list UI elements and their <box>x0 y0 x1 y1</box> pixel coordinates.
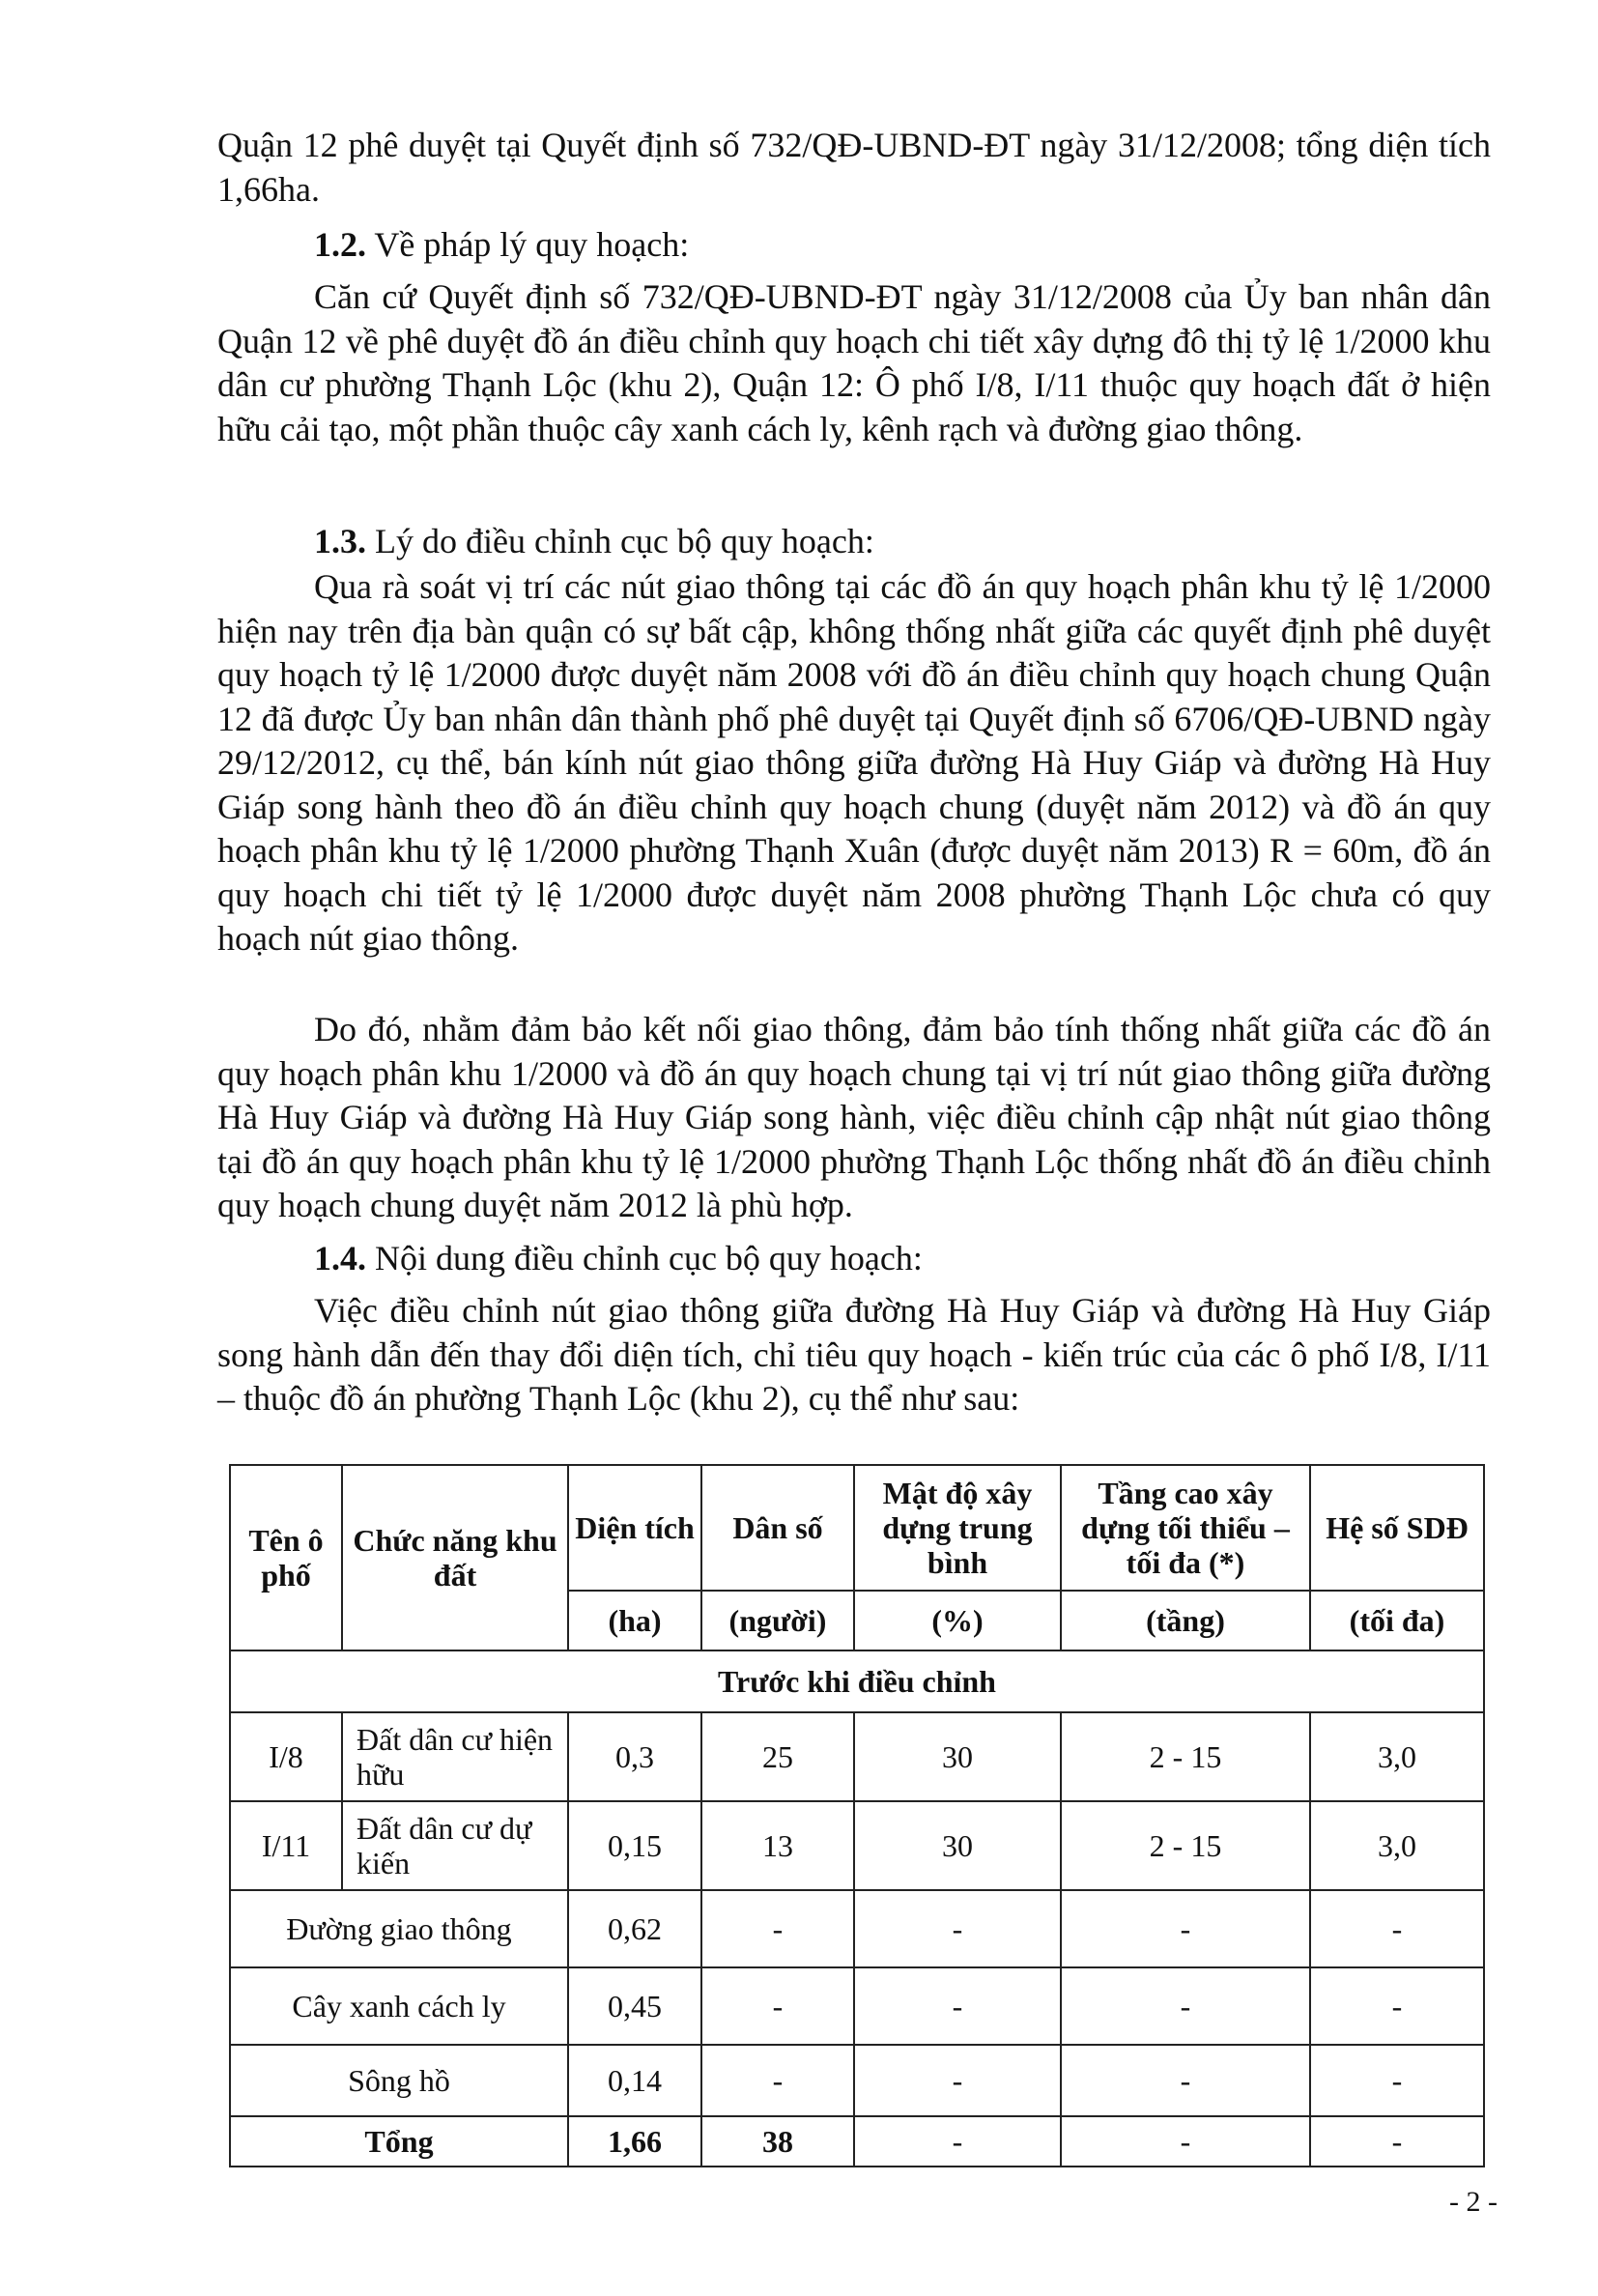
cell-tang-cao: - <box>1061 2116 1310 2167</box>
unit-tang-cao: (tầng) <box>1061 1591 1310 1650</box>
cell-chuc-nang: Đất dân cư hiện hữu <box>342 1712 568 1801</box>
cell-dien-tich: 0,3 <box>568 1712 701 1801</box>
cell-mat-do: - <box>854 2116 1061 2167</box>
cell-he-so: - <box>1310 2045 1484 2116</box>
cell-he-so: 3,0 <box>1310 1712 1484 1801</box>
cell-he-so: - <box>1310 1967 1484 2045</box>
cell-tang-cao: - <box>1061 1967 1310 2045</box>
unit-dien-tich: (ha) <box>568 1591 701 1650</box>
cell-total-label: Tổng <box>230 2116 568 2167</box>
header-ten-o-pho: Tên ô phố <box>230 1465 342 1650</box>
heading-1-3 <box>314 520 874 563</box>
cell-dien-tich: 0,45 <box>568 1967 701 2045</box>
header-chuc-nang: Chức năng khu đất <box>342 1465 568 1650</box>
cell-he-so: - <box>1310 1890 1484 1967</box>
heading-1-4-number: 1.4. <box>314 1239 366 1277</box>
cell-dien-tich: 0,62 <box>568 1890 701 1967</box>
table-header-row <box>230 1465 1484 1591</box>
unit-dan-so: (người) <box>701 1591 854 1650</box>
heading-1-2-text: Về pháp lý quy hoạch: <box>366 225 690 264</box>
cell-mat-do: - <box>854 2045 1061 2116</box>
heading-1-2-number: 1.2. <box>314 225 366 264</box>
cell-label: Sông hồ <box>230 2045 568 2116</box>
cell-mat-do: - <box>854 1890 1061 1967</box>
cell-tang-cao: 2 - 15 <box>1061 1801 1310 1890</box>
cell-dan-so: - <box>701 2045 854 2116</box>
cell-he-so: 3,0 <box>1310 1801 1484 1890</box>
cell-tang-cao: - <box>1061 2045 1310 2116</box>
table-row <box>230 1801 1484 1890</box>
unit-mat-do: (%) <box>854 1591 1061 1650</box>
cell-label: Đường giao thông <box>230 1890 568 1967</box>
table-row <box>230 1890 1484 1967</box>
paragraph-reason-b: Do đó, nhằm đảm bảo kết nối giao thông, đảm bảo tính thống nhất giữa các đồ án quy hoạch phân khu 1/2000 và đồ án quy hoạch chung tại vị trí nút giao thông giữa đường Hà Huy Giáp và đường Hà Huy Giáp song hành, việc điều chỉnh cập nhật nút giao thông tại đồ án quy hoạch phân khu tỷ lệ 1/2000 phường Thạnh Lộc thống nhất đồ án điều chỉnh quy hoạch chung duyệt năm 2012 là phù hợp. <box>217 1010 1491 1224</box>
table-row <box>230 1712 1484 1801</box>
table-row <box>230 2045 1484 2116</box>
cell-o-pho: I/11 <box>230 1801 342 1890</box>
cell-mat-do: 30 <box>854 1801 1061 1890</box>
cell-chuc-nang: Đất dân cư dự kiến <box>342 1801 568 1890</box>
cell-dien-tich: 0,15 <box>568 1801 701 1890</box>
heading-1-2 <box>314 223 689 267</box>
heading-1-4-text: Nội dung điều chỉnh cục bộ quy hoạch: <box>366 1239 923 1277</box>
table-row <box>230 1967 1484 2045</box>
cell-mat-do: 30 <box>854 1712 1061 1801</box>
cell-he-so: - <box>1310 2116 1484 2167</box>
unit-he-so: (tối đa) <box>1310 1591 1484 1650</box>
heading-1-3-number: 1.3. <box>314 522 366 560</box>
paragraph-reason-a: Qua rà soát vị trí các nút giao thông tại các đồ án quy hoạch phân khu tỷ lệ 1/2000 hiện nay trên địa bàn quận có sự bất cập, không thống nhất giữa các quyết định phê duyệt quy hoạch tỷ lệ 1/2000 được duyệt năm 2008 với đồ án điều chỉnh quy hoạch chung Quận 12 đã được Ủy ban nhân dân thành phố phê duyệt tại Quyết định số 6706/QĐ-UBND ngày 29/12/2012, cụ thể, bán kính nút giao thông giữa đường Hà Huy Giáp và đường Hà Huy Giáp song hành theo đồ án điều chỉnh quy hoạch chung (duyệt năm 2012) và đồ án quy hoạch phân khu tỷ lệ 1/2000 phường Thạnh Xuân (được duyệt năm 2013) R = 60m, đồ án quy hoạch chi tiết tỷ lệ 1/2000 được duyệt năm 2008 phường Thạnh Lộc chưa có quy hoạch nút giao thông. <box>217 567 1491 958</box>
header-dien-tich: Diện tích <box>568 1465 701 1591</box>
heading-1-4 <box>314 1237 923 1280</box>
planning-table <box>229 1464 1485 2167</box>
paragraph-adjustment-content: Việc điều chỉnh nút giao thông giữa đường Hà Huy Giáp và đường Hà Huy Giáp song hành dẫn đến thay đổi diện tích, chỉ tiêu quy hoạch - kiến trúc của các ô phố I/8, I/11 – thuộc đồ án phường Thạnh Lộc (khu 2), cụ thể như sau: <box>217 1291 1491 1418</box>
header-dan-so: Dân số <box>701 1465 854 1591</box>
cell-tang-cao: - <box>1061 1890 1310 1967</box>
cell-dan-so: 25 <box>701 1712 854 1801</box>
cell-tang-cao: 2 - 15 <box>1061 1712 1310 1801</box>
cell-mat-do: - <box>854 1967 1061 2045</box>
cell-dan-so: - <box>701 1967 854 2045</box>
cell-o-pho: I/8 <box>230 1712 342 1801</box>
table-section-row <box>230 1650 1484 1712</box>
paragraph-intro: Quận 12 phê duyệt tại Quyết định số 732/QĐ-UBND-ĐT ngày 31/12/2008; tổng diện tích 1,66ha. <box>217 126 1491 209</box>
cell-dan-so: - <box>701 1890 854 1967</box>
cell-dan-so: 13 <box>701 1801 854 1890</box>
header-mat-do: Mật độ xây dựng trung bình <box>854 1465 1061 1591</box>
header-tang-cao: Tầng cao xây dựng tối thiểu – tối đa (*) <box>1061 1465 1310 1591</box>
cell-dien-tich: 0,14 <box>568 2045 701 2116</box>
cell-total-dan-so: 38 <box>701 2116 854 2167</box>
table-total-row <box>230 2116 1484 2167</box>
header-he-so: Hệ số SDĐ <box>1310 1465 1484 1591</box>
cell-label: Cây xanh cách ly <box>230 1967 568 2045</box>
section-title: Trước khi điều chỉnh <box>230 1650 1484 1712</box>
page-number: - 2 - <box>1449 2186 1498 2218</box>
paragraph-legal-basis: Căn cứ Quyết định số 732/QĐ-UBND-ĐT ngày 31/12/2008 của Ủy ban nhân dân Quận 12 về phê duyệt đồ án điều chỉnh quy hoạch chi tiết xây dựng đô thị tỷ lệ 1/2000 khu dân cư phường Thạnh Lộc (khu 2), Quận 12: Ô phố I/8, I/11 thuộc quy hoạch đất ở hiện hữu cải tạo, một phần thuộc cây xanh cách ly, kênh rạch và đường giao thông. <box>217 277 1491 448</box>
heading-1-3-text: Lý do điều chỉnh cục bộ quy hoạch: <box>366 522 874 560</box>
cell-total-dien-tich: 1,66 <box>568 2116 701 2167</box>
